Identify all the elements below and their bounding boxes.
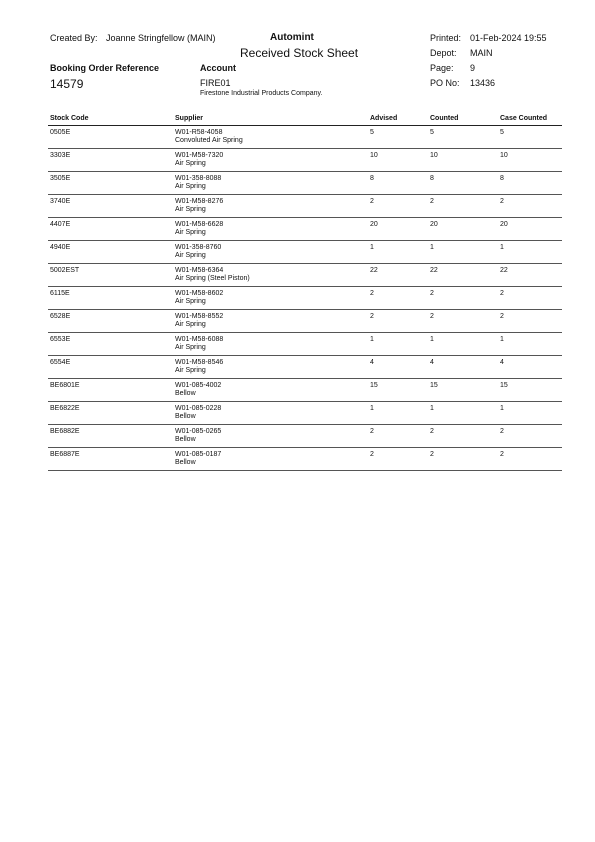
supplier-value: W01-085-0187 [175,451,222,458]
account-name: Firestone Industrial Products Company. [200,90,323,97]
supplier-value: W01-M58-6628 [175,221,224,228]
cell-case-counted [500,267,508,275]
cell-code [50,267,79,275]
advised-value: 5 [370,129,374,136]
cell-supplier [175,221,223,237]
created-by-label: Created By: [50,33,98,43]
cell-counted [430,244,434,252]
po-label: PO No: [430,78,460,88]
report-title: Received Stock Sheet [240,46,359,60]
supplier-value: W01-M58-7320 [175,152,224,159]
advised-value: 20 [370,221,378,228]
table-row [48,241,562,264]
table-row [48,448,562,471]
cell-counted [430,451,434,459]
cell-supplier [175,198,223,214]
cell-case-counted [500,244,504,252]
case-counted-value: 2 [500,290,504,297]
cell-case-counted [500,290,504,298]
cell-code [50,175,70,183]
cell-counted [430,221,438,229]
counted-value: 2 [430,313,434,320]
cell-counted [430,290,434,298]
supplier-value: W01-M58-6364 [175,267,224,274]
supplier-value: W01-M58-8276 [175,198,224,205]
col-header-counted: Counted [430,115,459,122]
advised-value: 2 [370,428,374,435]
table-row [48,218,562,241]
cell-advised [370,244,374,252]
advised-value: 1 [370,405,374,412]
cell-supplier [175,405,221,421]
cell-case-counted [500,152,508,160]
cell-code [50,428,80,436]
cell-advised [370,152,378,160]
col-header-case-counted: Case Counted [500,115,548,122]
code-value: 3740E [50,198,71,205]
advised-value: 10 [370,152,378,159]
code-value: 4407E [50,221,71,228]
cell-advised [370,221,378,229]
code-value: 3505E [50,175,71,182]
table-row [48,126,562,149]
cell-case-counted [500,221,508,229]
cell-advised [370,382,378,390]
advised-value: 4 [370,359,374,366]
case-counted-value: 5 [500,129,504,136]
cell-code [50,451,80,459]
cell-advised [370,405,374,413]
cell-supplier [175,267,250,283]
cell-case-counted [500,336,504,344]
code-value: 3303E [50,152,71,159]
cell-supplier [175,313,223,329]
code-value: BE6822E [50,405,80,412]
col-header-supplier: Supplier [175,115,204,122]
cell-case-counted [500,428,504,436]
advised-value: 8 [370,175,374,182]
counted-value: 4 [430,359,434,366]
printed-value: 01-Feb-2024 19:55 [470,33,547,43]
counted-value: 1 [430,244,434,251]
case-counted-value: 2 [500,428,504,435]
created-by-value: Joanne Stringfellow (MAIN) [106,33,216,43]
cell-supplier [175,175,221,191]
advised-value: 2 [370,290,374,297]
stock-table [48,126,562,471]
counted-value: 8 [430,175,434,182]
booking-ref-label: Booking Order Reference [50,63,160,73]
cell-supplier [175,290,223,306]
item-description: Air Spring [175,183,206,190]
item-description: Air Spring [175,367,206,374]
cell-case-counted [500,129,504,137]
cell-advised [370,290,374,298]
code-value: 5002EST [50,267,80,274]
depot-value: MAIN [470,48,493,58]
advised-value: 2 [370,451,374,458]
cell-counted [430,198,434,206]
cell-supplier [175,359,223,375]
printed-label: Printed: [430,33,462,43]
supplier-value: W01-M58-8546 [175,359,224,366]
case-counted-value: 1 [500,244,504,251]
advised-value: 22 [370,267,378,274]
table-row [48,310,562,333]
cell-supplier [175,336,223,352]
supplier-value: W01-358-8760 [175,244,222,251]
item-description: Air Spring [175,321,206,328]
item-description: Air Spring [175,344,206,351]
cell-code [50,336,70,344]
cell-advised [370,313,374,321]
advised-value: 1 [370,336,374,343]
case-counted-value: 2 [500,451,504,458]
item-description: Air Spring [175,206,206,213]
cell-advised [370,129,374,137]
case-counted-value: 10 [500,152,508,159]
advised-value: 2 [370,198,374,205]
table-row [48,195,562,218]
company-name: Automint [270,32,314,43]
item-description: Air Spring (Steel Piston) [175,275,250,282]
counted-value: 10 [430,152,438,159]
item-description: Air Spring [175,229,206,236]
cell-supplier [175,152,223,168]
case-counted-value: 20 [500,221,508,228]
code-value: BE6887E [50,451,80,458]
table-row [48,333,562,356]
case-counted-value: 1 [500,336,504,343]
cell-case-counted [500,175,504,183]
item-description: Convoluted Air Spring [175,137,243,144]
cell-advised [370,267,378,275]
cell-code [50,129,70,137]
cell-advised [370,428,374,436]
supplier-value: W01-R58-4058 [175,129,223,136]
supplier-value: W01-M58-8552 [175,313,224,320]
cell-code [50,244,70,252]
counted-value: 2 [430,290,434,297]
counted-value: 22 [430,267,438,274]
cell-code [50,198,70,206]
code-value: 6528E [50,313,71,320]
cell-advised [370,359,374,367]
item-description: Bellow [175,390,196,397]
item-description: Bellow [175,459,196,466]
supplier-value: W01-M58-8602 [175,290,224,297]
cell-code [50,359,70,367]
cell-case-counted [500,359,504,367]
cell-code [50,152,70,160]
cell-case-counted [500,451,504,459]
page-label: Page: [430,63,454,73]
booking-ref-value: 14579 [50,77,84,91]
cell-code [50,221,70,229]
code-value: BE6801E [50,382,80,389]
table-row [48,425,562,448]
advised-value: 2 [370,313,374,320]
item-description: Air Spring [175,252,206,259]
cell-supplier [175,428,221,444]
case-counted-value: 1 [500,405,504,412]
code-value: 6554E [50,359,71,366]
table-row [48,149,562,172]
counted-value: 2 [430,198,434,205]
account-label: Account [200,63,236,73]
counted-value: 20 [430,221,438,228]
item-description: Bellow [175,436,196,443]
code-value: 0505E [50,129,71,136]
cell-case-counted [500,313,504,321]
case-counted-value: 8 [500,175,504,182]
cell-counted [430,129,434,137]
cell-advised [370,451,374,459]
cell-counted [430,313,434,321]
code-value: BE6882E [50,428,80,435]
cell-code [50,313,70,321]
cell-advised [370,198,374,206]
cell-case-counted [500,198,504,206]
cell-advised [370,175,374,183]
case-counted-value: 2 [500,198,504,205]
col-header-stock-code: Stock Code [50,115,89,122]
counted-value: 2 [430,428,434,435]
po-value: 13436 [470,78,496,88]
cell-code [50,405,80,413]
advised-value: 1 [370,244,374,251]
cell-counted [430,405,434,413]
counted-value: 5 [430,129,434,136]
supplier-value: W01-358-8088 [175,175,222,182]
cell-counted [430,359,434,367]
cell-counted [430,428,434,436]
page-value: 9 [470,63,476,73]
case-counted-value: 2 [500,313,504,320]
table-row [48,356,562,379]
cell-case-counted [500,405,504,413]
cell-counted [430,175,434,183]
counted-value: 15 [430,382,438,389]
cell-supplier [175,129,243,145]
cell-supplier [175,382,221,398]
account-value: FIRE01 [200,78,231,88]
case-counted-value: 22 [500,267,508,274]
cell-code [50,382,80,390]
depot-label: Depot: [430,48,457,58]
counted-value: 1 [430,405,434,412]
table-row [48,264,562,287]
cell-counted [430,267,438,275]
supplier-value: W01-085-4002 [175,382,222,389]
case-counted-value: 15 [500,382,508,389]
item-description: Bellow [175,413,196,420]
table-row [48,402,562,425]
table-row [48,287,562,310]
cell-supplier [175,451,221,467]
supplier-value: W01-M58-6088 [175,336,224,343]
code-value: 4940E [50,244,71,251]
case-counted-value: 4 [500,359,504,366]
table-row [48,172,562,195]
code-value: 6115E [50,290,70,297]
counted-value: 1 [430,336,434,343]
cell-code [50,290,70,298]
col-header-advised: Advised [370,115,398,122]
supplier-value: W01-085-0228 [175,405,222,412]
counted-value: 2 [430,451,434,458]
cell-counted [430,152,438,160]
table-row [48,379,562,402]
item-description: Air Spring [175,298,206,305]
item-description: Air Spring [175,160,206,167]
cell-counted [430,336,434,344]
cell-counted [430,382,438,390]
cell-case-counted [500,382,508,390]
advised-value: 15 [370,382,378,389]
supplier-value: W01-085-0265 [175,428,222,435]
cell-advised [370,336,374,344]
code-value: 6553E [50,336,71,343]
cell-supplier [175,244,221,260]
